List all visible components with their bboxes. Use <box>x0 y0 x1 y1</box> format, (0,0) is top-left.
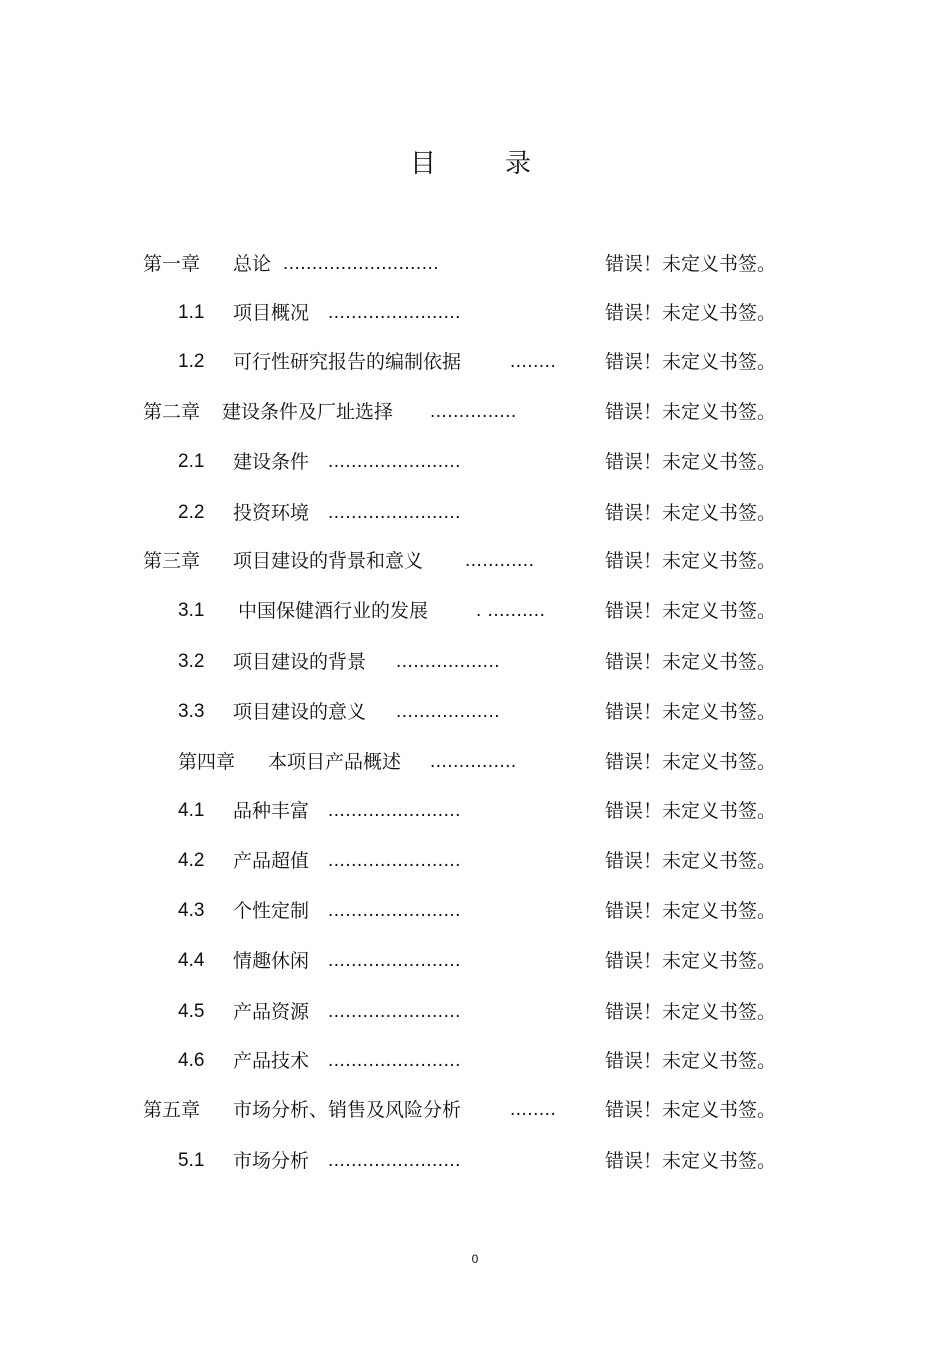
toc-entry-4-1[interactable] <box>0 796 950 826</box>
toc-title-char-2: 录 <box>505 149 532 179</box>
toc-entry-leader: ....................... <box>328 1150 461 1171</box>
toc-entry-number: 第四章 <box>178 751 236 773</box>
toc-entry-number: 第二章 <box>143 401 201 423</box>
toc-entry-2-1[interactable] <box>0 447 950 477</box>
toc-entry-label: 项目建设的背景 <box>233 651 367 673</box>
toc-entry-page-ref: 错误！未定义书签。 <box>605 850 777 872</box>
toc-entry-number: 3.3 <box>178 701 205 722</box>
toc-entry-leader: ....................... <box>328 1050 461 1071</box>
toc-entry-chapter-2[interactable] <box>0 397 950 427</box>
toc-entry-label: 建设条件 <box>233 451 310 473</box>
toc-entry-label: 投资环境 <box>233 502 310 524</box>
toc-entry-label: 本项目产品概述 <box>268 751 402 773</box>
toc-entry-page-ref: 错误！未定义书签。 <box>605 950 777 972</box>
toc-entry-leader: ....................... <box>328 451 461 472</box>
toc-entry-page-ref: 错误！未定义书签。 <box>605 1001 777 1023</box>
toc-entry-label: 项目概况 <box>233 302 310 324</box>
toc-entry-4-3[interactable] <box>0 896 950 926</box>
toc-entry-label: 产品超值 <box>233 850 310 872</box>
toc-entry-number: 4.1 <box>178 800 205 821</box>
toc-entry-leader: ....................... <box>328 800 461 821</box>
toc-entry-leader: . .......... <box>476 600 546 621</box>
toc-entry-leader: ....................... <box>328 950 461 971</box>
toc-entry-page-ref: 错误！未定义书签。 <box>605 600 777 622</box>
toc-entry-label: 项目建设的意义 <box>233 701 367 723</box>
page-number: 0 <box>471 1252 479 1266</box>
toc-entry-page-ref: 错误！未定义书签。 <box>605 1150 777 1172</box>
toc-entry-number: 2.1 <box>178 451 205 472</box>
toc-entry-chapter-1[interactable] <box>0 249 950 279</box>
toc-entry-page-ref: 错误！未定义书签。 <box>605 751 777 773</box>
toc-entry-page-ref: 错误！未定义书签。 <box>605 1099 777 1121</box>
toc-entry-number: 2.2 <box>178 502 205 523</box>
toc-entry-leader: ....................... <box>328 502 461 523</box>
toc-entry-page-ref: 错误！未定义书签。 <box>605 1050 777 1072</box>
toc-entry-leader: ........ <box>510 1099 557 1120</box>
toc-entry-number: 1.2 <box>178 351 205 372</box>
toc-entry-leader: .................. <box>396 701 501 722</box>
toc-entry-number: 3.1 <box>178 600 205 621</box>
toc-entry-page-ref: 错误！未定义书签。 <box>605 502 777 524</box>
toc-entry-label: 可行性研究报告的编制依据 <box>233 351 462 373</box>
toc-entry-chapter-3[interactable] <box>0 546 950 576</box>
toc-entry-leader: ........ <box>510 351 557 372</box>
toc-entry-4-6[interactable] <box>0 1046 950 1076</box>
toc-entry-number: 4.4 <box>178 950 205 971</box>
toc-entry-chapter-4[interactable] <box>0 747 950 777</box>
toc-entry-1-2[interactable] <box>0 347 950 377</box>
toc-entry-leader: ....................... <box>328 850 461 871</box>
toc-entry-label: 市场分析 <box>233 1150 310 1172</box>
toc-entry-label: 个性定制 <box>233 900 310 922</box>
toc-entry-page-ref: 错误！未定义书签。 <box>605 253 777 275</box>
toc-entry-1-1[interactable] <box>0 298 950 328</box>
toc-entry-page-ref: 错误！未定义书签。 <box>605 401 777 423</box>
toc-entry-label: 项目建设的背景和意义 <box>233 550 424 572</box>
toc-entry-label: 产品技术 <box>233 1050 310 1072</box>
toc-entry-label: 中国保健酒行业的发展 <box>238 600 429 622</box>
toc-entry-label: 情趣休闲 <box>233 950 310 972</box>
toc-entry-leader: ............... <box>430 751 517 772</box>
toc-entry-number: 第一章 <box>143 253 201 275</box>
toc-entry-3-2[interactable] <box>0 647 950 677</box>
toc-entry-label: 建设条件及厂址选择 <box>222 401 394 423</box>
toc-entry-number: 第三章 <box>143 550 201 572</box>
toc-entry-page-ref: 错误！未定义书签。 <box>605 800 777 822</box>
toc-entry-leader: ....................... <box>328 302 461 323</box>
toc-entry-number: 3.2 <box>178 651 205 672</box>
toc-title-char-1: 目 <box>410 149 437 179</box>
toc-entry-number: 4.3 <box>178 900 205 921</box>
toc-entry-number: 5.1 <box>178 1150 205 1171</box>
toc-entry-chapter-5[interactable] <box>0 1095 950 1125</box>
toc-entry-leader: ............ <box>465 550 535 571</box>
toc-entry-label: 总论 <box>233 253 272 275</box>
toc-entry-leader: ........................... <box>283 253 440 274</box>
toc-entry-number: 4.2 <box>178 850 205 871</box>
toc-entry-page-ref: 错误！未定义书签。 <box>605 701 777 723</box>
toc-entry-page-ref: 错误！未定义书签。 <box>605 900 777 922</box>
toc-entry-3-3[interactable] <box>0 697 950 727</box>
toc-entry-4-4[interactable] <box>0 946 950 976</box>
toc-entry-leader: ....................... <box>328 900 461 921</box>
toc-entry-page-ref: 错误！未定义书签。 <box>605 550 777 572</box>
toc-entry-number: 4.6 <box>178 1050 205 1071</box>
toc-entry-label: 市场分析、销售及风险分析 <box>233 1099 462 1121</box>
toc-entry-label: 产品资源 <box>233 1001 310 1023</box>
toc-entry-4-2[interactable] <box>0 846 950 876</box>
toc-entry-leader: ............... <box>430 401 517 422</box>
toc-entry-page-ref: 错误！未定义书签。 <box>605 302 777 324</box>
toc-entry-2-2[interactable] <box>0 498 950 528</box>
toc-entry-label: 品种丰富 <box>233 800 310 822</box>
toc-entry-5-1[interactable] <box>0 1146 950 1176</box>
toc-entry-leader: ....................... <box>328 1001 461 1022</box>
toc-entry-page-ref: 错误！未定义书签。 <box>605 651 777 673</box>
toc-entry-leader: .................. <box>396 651 501 672</box>
toc-entry-number: 4.5 <box>178 1001 205 1022</box>
toc-entry-page-ref: 错误！未定义书签。 <box>605 351 777 373</box>
toc-entry-number: 第五章 <box>143 1099 201 1121</box>
toc-entry-4-5[interactable] <box>0 997 950 1027</box>
toc-entry-number: 1.1 <box>178 302 205 323</box>
toc-entry-page-ref: 错误！未定义书签。 <box>605 451 777 473</box>
toc-entry-3-1[interactable] <box>0 596 950 626</box>
